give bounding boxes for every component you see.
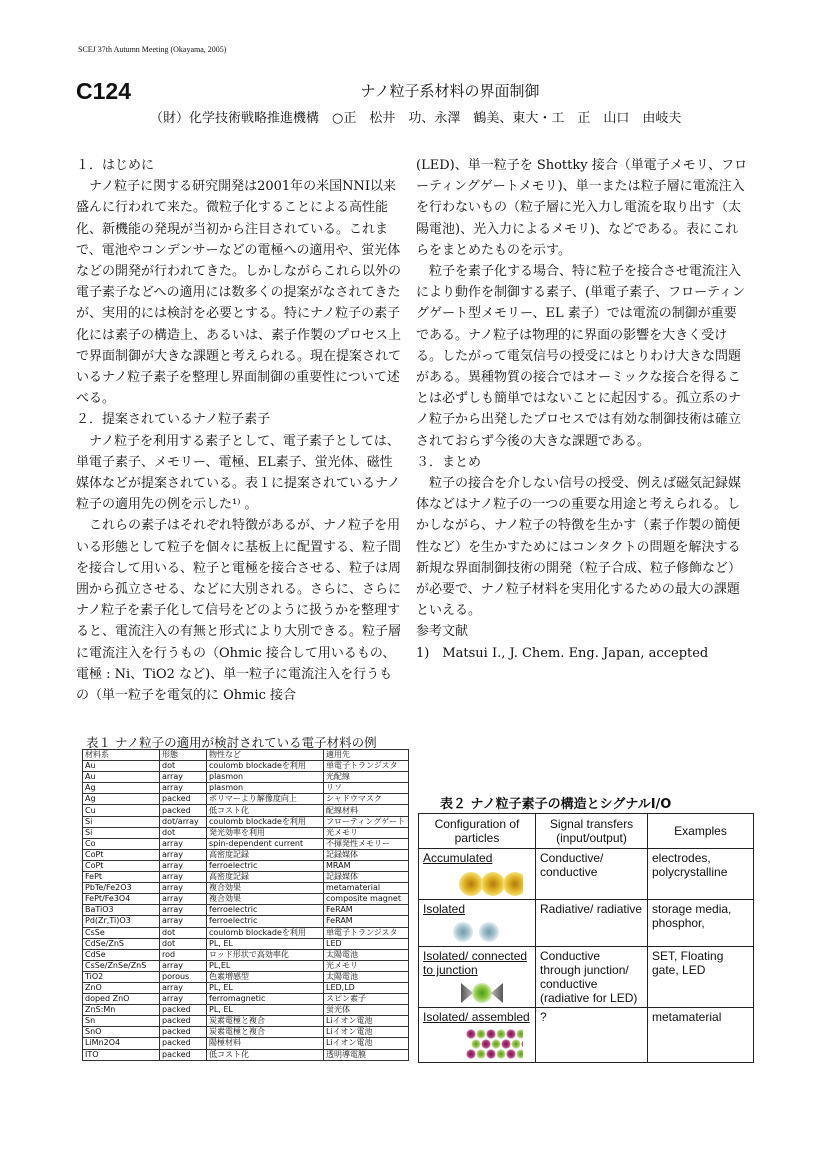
- table1-cell: ITO: [83, 1049, 160, 1060]
- table1-cell: Au: [83, 761, 160, 772]
- references-heading: 参考文献: [416, 624, 469, 640]
- table2-header-cell: Signal transfers (input/output): [536, 814, 648, 849]
- table1-cell: 配線材料: [324, 805, 409, 816]
- table1-cell: 単電子トランジスタ: [324, 927, 409, 938]
- table2-examples-cell: storage media, phosphor,: [648, 900, 754, 947]
- assembled-particle: [476, 1029, 485, 1038]
- table1-caption: 表１ ナノ粒子の適用が検討されている電子材料の例: [86, 735, 377, 750]
- reference-1: 1) Matsui I., J. Chem. Eng. Japan, accepted: [416, 645, 709, 661]
- table1-row: [83, 816, 409, 827]
- table1-cell: rod: [160, 949, 207, 960]
- table1-cell: FeRAM: [324, 916, 409, 927]
- section-1-heading: １．はじめに: [76, 158, 155, 173]
- meeting-label: SCEJ 37th Autumn Meeting (Okayama, 2005): [78, 45, 227, 54]
- config-label: Isolated: [423, 902, 466, 916]
- table1-cell: packed: [160, 1005, 207, 1016]
- assembled-particle: [521, 1039, 523, 1048]
- table1-header-cell: 形態: [160, 750, 207, 761]
- assembled-particle: [506, 1049, 515, 1058]
- table1-cell: Si: [83, 816, 160, 827]
- table1-row: [83, 971, 409, 982]
- table1-cell: PL,EL: [207, 960, 324, 971]
- table1-row: [83, 916, 409, 927]
- table1-cell: ferromagnetic: [207, 994, 324, 1005]
- table2-examples-cell: metamaterial: [648, 1008, 754, 1063]
- paper-title: ナノ粒子系材料の界面制御: [360, 82, 540, 100]
- table1-cell: spin-dependent current: [207, 838, 324, 849]
- table1-row: [83, 938, 409, 949]
- table2-header-cell: Examples: [648, 814, 754, 849]
- table1-cell: 光メモリ: [324, 960, 409, 971]
- table1-cell: Au: [83, 772, 160, 783]
- table1-cell: plasmon: [207, 772, 324, 783]
- table2: [418, 813, 754, 1063]
- table1-cell: porous: [160, 971, 207, 982]
- table1-cell: dot/array: [160, 816, 207, 827]
- table1-cell: dot: [160, 927, 207, 938]
- table1-cell: 光配線: [324, 772, 409, 783]
- table1-cell: CoPt: [83, 849, 160, 860]
- table2-signal-cell: ?: [536, 1008, 648, 1063]
- table1-cell: 単電子トランジスタ: [324, 761, 409, 772]
- continued-paragraph: (LED)、単一粒子を Shottky 接合（単電子メモリ、フローティングゲートメモリ)、単一または粒子層に電流注入を行わないもの（粒子層に光入力し電流を取り出す（太陽電池)、光入力によるメモリ)、などである。表にこれらをまとめたものを示す。: [416, 158, 748, 258]
- assembled-particle: [496, 1049, 505, 1058]
- table1-cell: CdSe: [83, 949, 160, 960]
- table1-row: [83, 982, 409, 993]
- table1-cell: 太陽電池: [324, 949, 409, 960]
- table1-row: [83, 994, 409, 1005]
- section-2-heading: ２．提案されているナノ粒子素子: [76, 412, 271, 428]
- table1-row: [83, 838, 409, 849]
- assembled-particle: [491, 1039, 500, 1048]
- table1-header-cell: 適用先: [324, 750, 409, 761]
- table1-row: [83, 1027, 409, 1038]
- table1-row: [83, 783, 409, 794]
- table1-cell: coulomb blockadeを利用: [207, 927, 324, 938]
- config-label: Isolated/ connected to junction: [423, 949, 528, 977]
- table1-cell: packed: [160, 1016, 207, 1027]
- table1-cell: フローティングゲート: [324, 816, 409, 827]
- table1-cell: CoPt: [83, 860, 160, 871]
- table1-cell: plasmon: [207, 783, 324, 794]
- isolated-particles-image: [423, 920, 523, 944]
- section-3-heading: ３．まとめ: [416, 454, 482, 470]
- assembled-particle: [496, 1029, 505, 1038]
- table2-header-cell: Configuration of particles: [419, 814, 536, 849]
- table2-config-cell: [419, 849, 536, 900]
- table1-row: [83, 1038, 409, 1049]
- assembled-particle: [506, 1029, 515, 1038]
- table1-cell: Cu: [83, 805, 160, 816]
- table1-cell: 色素増感型: [207, 971, 324, 982]
- table1-cell: 発光効率を利用: [207, 827, 324, 838]
- table1-cell: 高密度記録: [207, 849, 324, 860]
- table1-cell: FePt: [83, 872, 160, 883]
- config-label: Isolated/ assembled: [423, 1010, 530, 1024]
- table2-config-cell: [419, 947, 536, 1008]
- paper-code: C124: [76, 78, 131, 104]
- junction-particle-image: [423, 981, 523, 1005]
- table2-signal-cell: Conductive/ conductive: [536, 849, 648, 900]
- table1-cell: array: [160, 838, 207, 849]
- table1-cell: array: [160, 860, 207, 871]
- table1-cell: array: [160, 960, 207, 971]
- table1-cell: ferroelectric: [207, 905, 324, 916]
- table1-cell: Sn: [83, 1016, 160, 1027]
- table1-row: [83, 794, 409, 805]
- table1-cell: doped ZnO: [83, 994, 160, 1005]
- table1: [82, 749, 409, 1061]
- table1-cell: coulomb blockadeを利用: [207, 816, 324, 827]
- table1-cell: 記録媒体: [324, 849, 409, 860]
- left-column: [76, 155, 402, 706]
- table1-row: [83, 1049, 409, 1060]
- table2-config-cell: [419, 1008, 536, 1063]
- table1-cell: PL, EL: [207, 938, 324, 949]
- table1-cell: array: [160, 883, 207, 894]
- table1-row: [83, 761, 409, 772]
- assembled-particle: [511, 1039, 520, 1048]
- assembled-particle: [501, 1039, 510, 1048]
- table1-cell: 低コスト化: [207, 805, 324, 816]
- table1-cell: Ag: [83, 794, 160, 805]
- table1-cell: array: [160, 872, 207, 883]
- table2-caption: 表２ ナノ粒子素子の構造とシグナルI/O: [440, 797, 672, 812]
- table1-cell: Pd(Zr,Ti)O3: [83, 916, 160, 927]
- table2-row: [419, 947, 754, 1008]
- table1-header-row: [83, 750, 409, 761]
- assembled-particle: [466, 1049, 475, 1058]
- right-column: [416, 155, 749, 664]
- assembled-particles-image: [423, 1028, 523, 1060]
- section-3-paragraph: 粒子の接合を介しない信号の授受、例えば磁気記録媒体などはナノ粒子の一つの重要な用途と考えられる。しかしながら、ナノ粒子の特徴を生かす（素子作製の簡便性など）を生かすためにはコンタクトの問題を解決する新規な界面制御技術の開発（粒子合成、粒子修飾など）が必要で、ナノ粒子材料を実用化するための最大の課題といえる。: [416, 476, 742, 619]
- table1-cell: array: [160, 916, 207, 927]
- table2-row: [419, 849, 754, 900]
- table1-row: [83, 860, 409, 871]
- table1-cell: リソ: [324, 783, 409, 794]
- table1-cell: 複合効果: [207, 883, 324, 894]
- table2-row: [419, 1008, 754, 1063]
- table1-cell: Si: [83, 827, 160, 838]
- config-label: Accumulated: [423, 851, 493, 865]
- table1-cell: Co: [83, 838, 160, 849]
- table1-cell: 高密度記録: [207, 872, 324, 883]
- table1-cell: 複合効果: [207, 894, 324, 905]
- table1-row: [83, 927, 409, 938]
- section-2-paragraph-2: これらの素子はそれぞれ特徴があるが、ナノ粒子を用いる形態として粒子を個々に基板上に配置する、粒子間を接合して用いる、粒子と電極を接合させる、粒子は周囲から孤立させる、などに大別される。さらに、さらにナノ粒子を素子化して信号をどのように扱うかを整理すると、電流注入の有無と形式により大別できる。粒子層に電流注入を行うもの（Ohmic 接合して用いるもの、電極 : Ni、TiO2 など)、単一粒子に電流注入を行うもの（単一粒子を電気的に Ohmic 接合: [76, 518, 402, 704]
- table1-cell: array: [160, 849, 207, 860]
- assembled-particle: [476, 1049, 485, 1058]
- table1-cell: packed: [160, 1027, 207, 1038]
- table1-cell: dot: [160, 761, 207, 772]
- table1-cell: metamaterial: [324, 883, 409, 894]
- table1-cell: coulomb blockadeを利用: [207, 761, 324, 772]
- table1-cell: array: [160, 894, 207, 905]
- table1-cell: CsSe/ZnSe/ZnS: [83, 960, 160, 971]
- table1-cell: 低コスト化: [207, 1049, 324, 1060]
- table1-row: [83, 960, 409, 971]
- table1-row: [83, 872, 409, 883]
- table1-cell: array: [160, 783, 207, 794]
- assembled-particle: [466, 1029, 475, 1038]
- table1-row: [83, 805, 409, 816]
- table1-cell: LiMn2O4: [83, 1038, 160, 1049]
- assembled-particle: [471, 1039, 480, 1048]
- assembled-particle: [486, 1049, 495, 1058]
- table1-cell: FeRAM: [324, 905, 409, 916]
- table1-cell: 光メモリ: [324, 827, 409, 838]
- table1-cell: packed: [160, 794, 207, 805]
- interface-paragraph: 粒子を素子化する場合、特に粒子を接合させ電流注入により動作を制御する素子、(単電子素子、フローティングゲート型メモリー、EL 素子）では電流の制御が重要である。ナノ粒子は物理的に界面の影響を大きく受ける。したがって電気信号の授受にはとりわけ大きな問題がある。異種物質の接合ではオーミックな接合を得ることは必ずしも簡単ではないことに起因する。孤立系のナノ粒子から出発したプロセスでは有効な制御技術は確立されておらず今後の大きな課題である。: [416, 264, 746, 449]
- table1-cell: スピン素子: [324, 994, 409, 1005]
- table1-cell: array: [160, 772, 207, 783]
- table2-row: [419, 900, 754, 947]
- table1-cell: composite magnet: [324, 894, 409, 905]
- table2-config-cell: [419, 900, 536, 947]
- table1-cell: LED: [324, 938, 409, 949]
- table1-cell: ポリマーより解像度向上: [207, 794, 324, 805]
- table1-row: [83, 849, 409, 860]
- table1-cell: array: [160, 982, 207, 993]
- assembled-particle: [516, 1029, 523, 1038]
- table1-row: [83, 949, 409, 960]
- table1-cell: LED,LD: [324, 982, 409, 993]
- table1-row: [83, 1016, 409, 1027]
- table1-cell: PL, EL: [207, 1005, 324, 1016]
- section-2-paragraph-1: ナノ粒子を利用する素子として、電子素子としては、単電子素子、メモリー、電極、EL素子、蛍光体、磁性媒体などが提案されている。表１に提案されているナノ粒子の適用先の例を示した¹⁾ 。: [76, 433, 401, 513]
- table1-row: [83, 827, 409, 838]
- table1-cell: FePt/Fe3O4: [83, 894, 160, 905]
- table1-cell: PbTe/Fe2O3: [83, 883, 160, 894]
- table1-cell: TiO2: [83, 971, 160, 982]
- table1-cell: 炭素電極と複合: [207, 1016, 324, 1027]
- table1-cell: CdSe/ZnS: [83, 938, 160, 949]
- table1-cell: array: [160, 905, 207, 916]
- table1-cell: PL, EL: [207, 982, 324, 993]
- accumulated-particles-image: [423, 869, 523, 897]
- table1-cell: SnO: [83, 1027, 160, 1038]
- table1-cell: 陽極材料: [207, 1038, 324, 1049]
- table1-cell: Liイオン電池: [324, 1038, 409, 1049]
- assembled-particle: [481, 1039, 490, 1048]
- assembled-particle: [486, 1029, 495, 1038]
- table1-cell: MRAM: [324, 860, 409, 871]
- table1-row: [83, 894, 409, 905]
- table1-cell: array: [160, 994, 207, 1005]
- table1-cell: ferroelectric: [207, 860, 324, 871]
- table1-cell: packed: [160, 805, 207, 816]
- table1-cell: Liイオン電池: [324, 1027, 409, 1038]
- table1-cell: 記録媒体: [324, 872, 409, 883]
- table2-examples-cell: electrodes, polycrystalline: [648, 849, 754, 900]
- table2-signal-cell: Conductive through junction/ conductive (radiative for LED): [536, 947, 648, 1008]
- table1-row: [83, 772, 409, 783]
- table2-examples-cell: SET, Floating gate, LED: [648, 947, 754, 1008]
- table1-header-cell: 材料系: [83, 750, 160, 761]
- table1-row: [83, 883, 409, 894]
- table1-cell: CsSe: [83, 927, 160, 938]
- table1-cell: ロッド形状で高効率化: [207, 949, 324, 960]
- table1-cell: BaTiO3: [83, 905, 160, 916]
- table1-cell: 太陽電池: [324, 971, 409, 982]
- table1-cell: packed: [160, 1038, 207, 1049]
- table1-cell: dot: [160, 827, 207, 838]
- table1-cell: Liイオン電池: [324, 1016, 409, 1027]
- table1-cell: ZnS:Mn: [83, 1005, 160, 1016]
- table1-cell: 蛍光体: [324, 1005, 409, 1016]
- table2-header-row: [419, 814, 754, 849]
- table1-cell: packed: [160, 1049, 207, 1060]
- table1-cell: 炭素電極と複合: [207, 1027, 324, 1038]
- table1-header-cell: 物性など: [207, 750, 324, 761]
- table1-row: [83, 905, 409, 916]
- table1-cell: ferroelectric: [207, 916, 324, 927]
- table1-cell: dot: [160, 938, 207, 949]
- table1-cell: 透明導電膜: [324, 1049, 409, 1060]
- table1-cell: ZnO: [83, 982, 160, 993]
- table1-body: [83, 761, 409, 1061]
- table2-signal-cell: Radiative/ radiative: [536, 900, 648, 947]
- section-1-paragraph: ナノ粒子に関する研究開発は2001年の米国NNI以来盛んに行われて来た。微粒子化することによる高性能化、新機能の発現が当初から注目されている。これまで、電池やコンデンサーなどの電極への適用や、蛍光体などの開発が行われてきた。しかしながらこれら以外の電子素子などへの適用には数多くの提案がなされてきたが、実用的には検討を必要とする。特にナノ粒子の素子化には素子の構造上、あるいは、素子作製のプロセス上で界面制御が大きな課題と考えられる。現在提案されているナノ粒子素子を整理し界面制御の重要性について述べる。: [76, 179, 402, 407]
- table1-cell: 不揮発性メモリー: [324, 838, 409, 849]
- table1-cell: シャドウマスク: [324, 794, 409, 805]
- authors-line: （財）化学技術戦略推進機構 ○正 松井 功、永澤 鶴美、東大・工 正 山口 由岐夫: [150, 111, 682, 126]
- assembled-particle: [516, 1049, 523, 1058]
- table1-row: [83, 1005, 409, 1016]
- table1-cell: Ag: [83, 783, 160, 794]
